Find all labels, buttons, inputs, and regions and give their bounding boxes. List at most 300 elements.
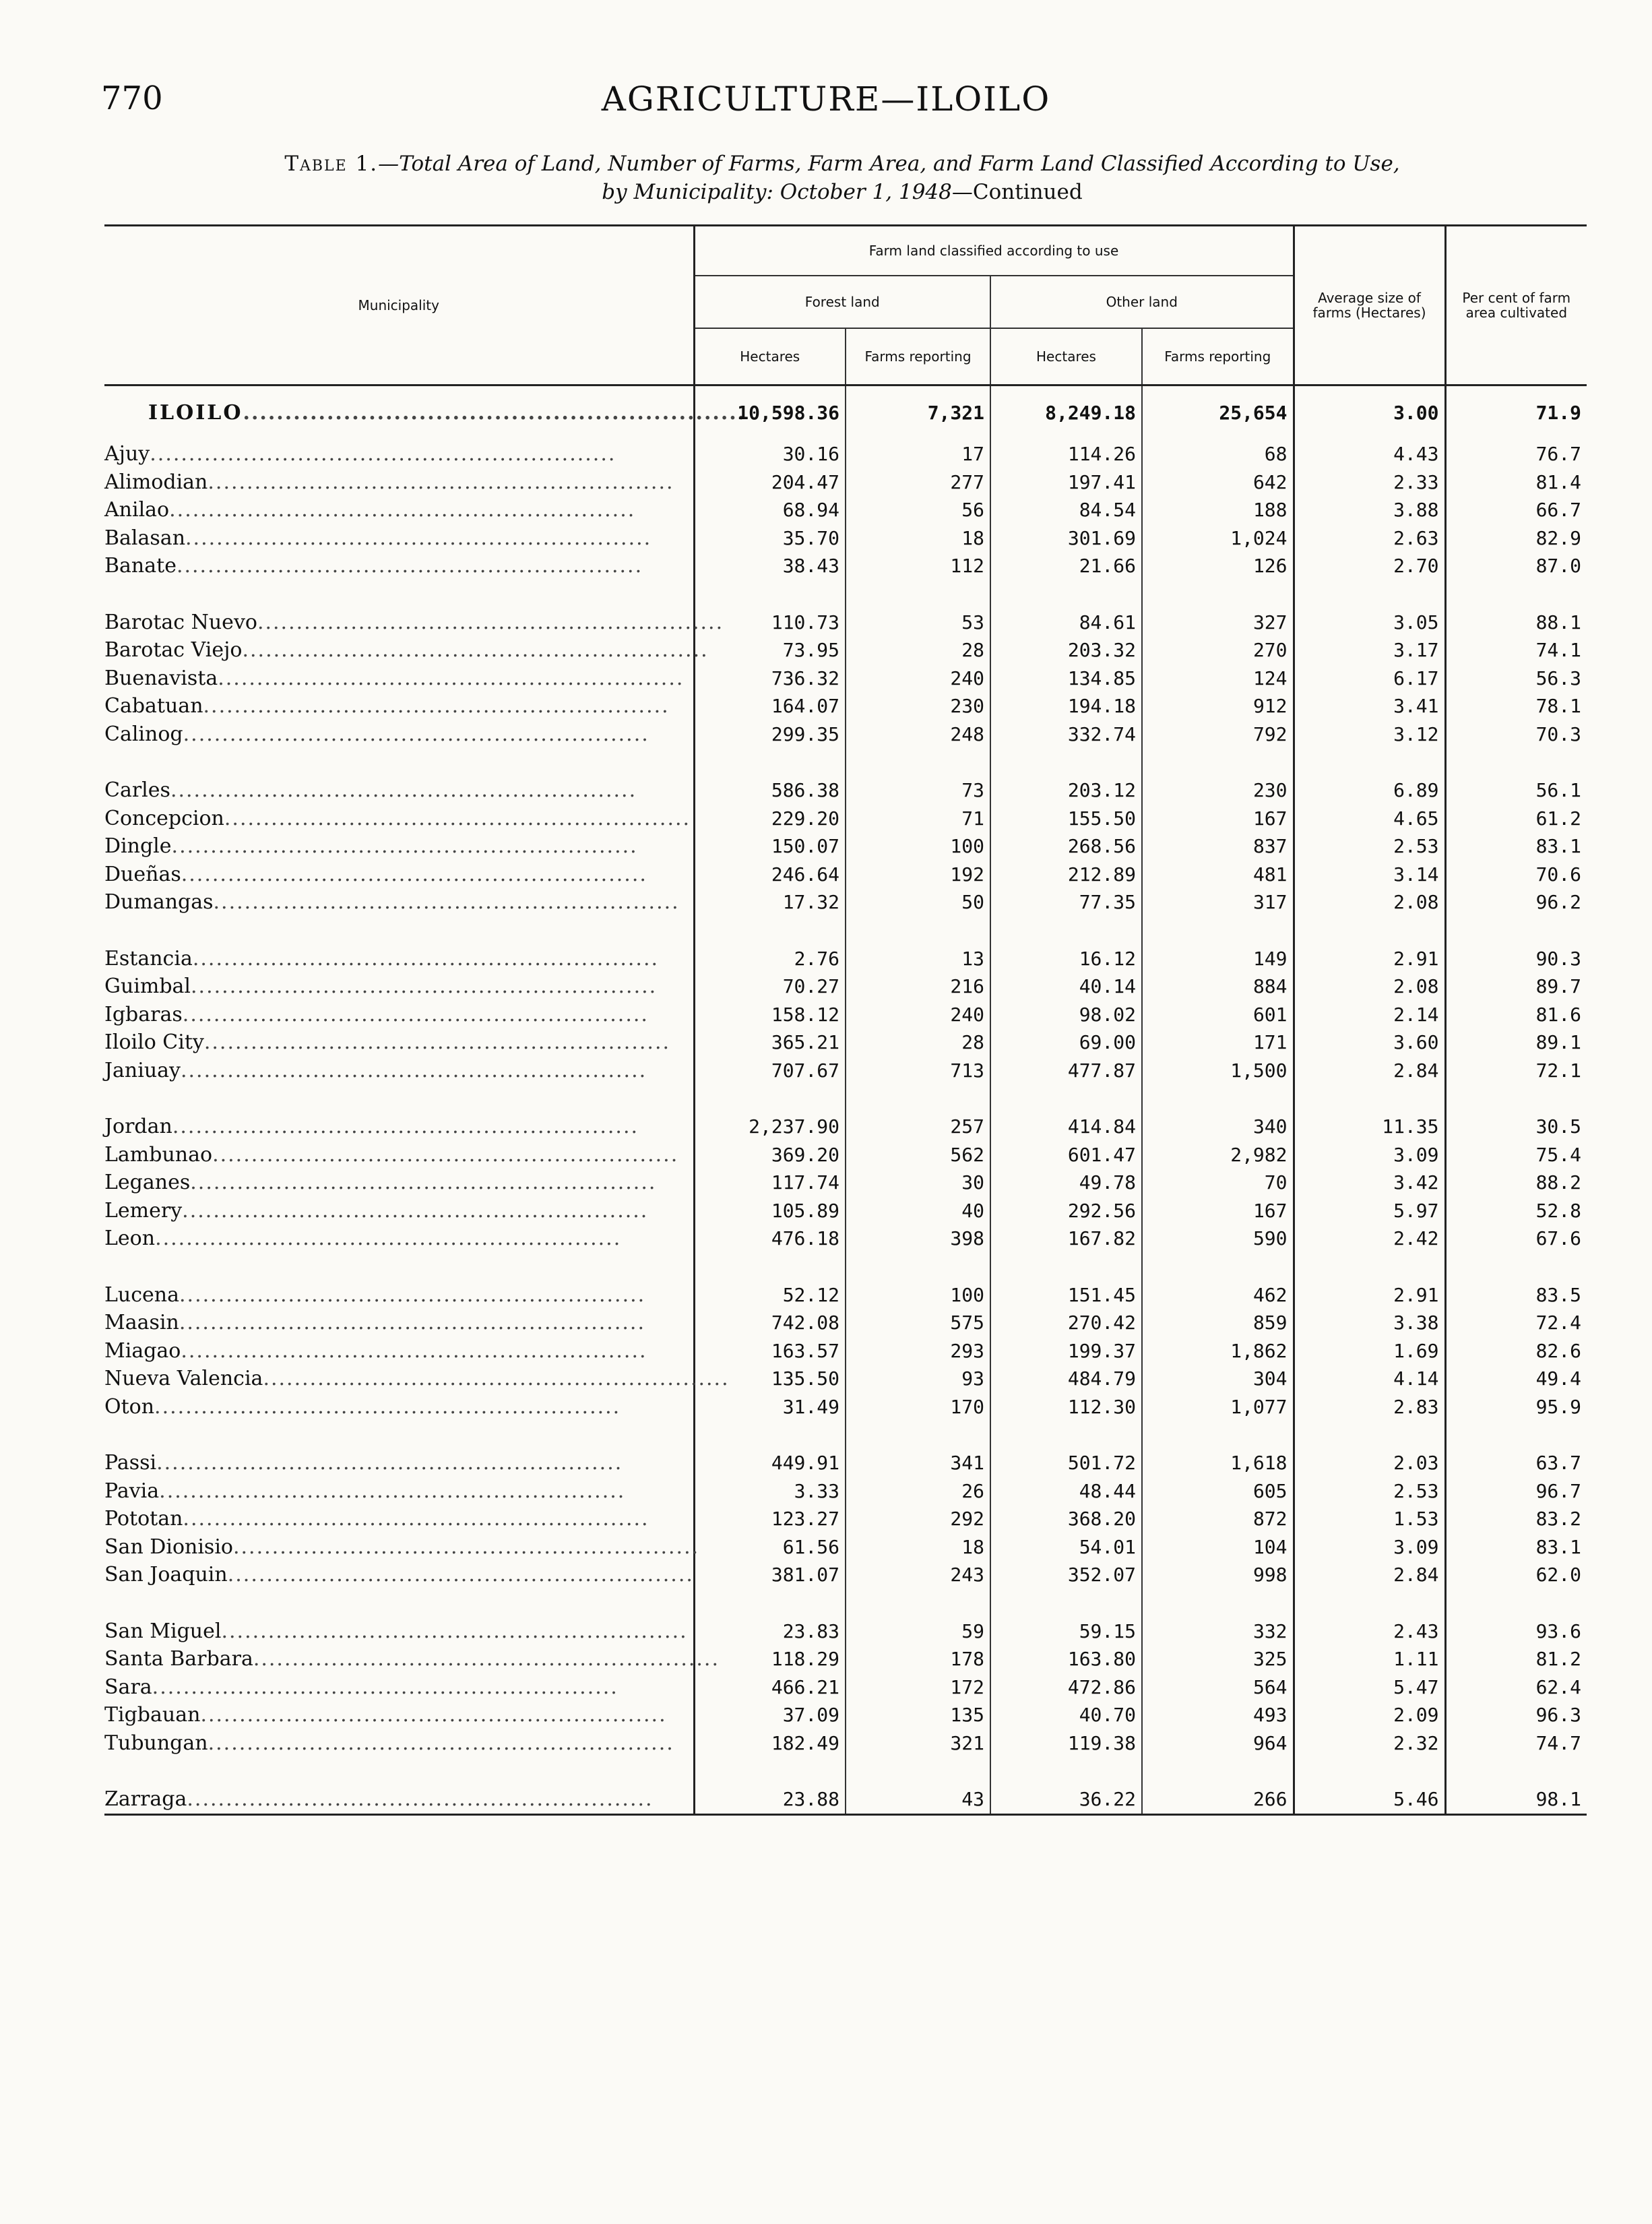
table-row [104, 861, 1587, 889]
spacer-cell [1445, 1421, 1587, 1449]
cell-forest-hectares [694, 720, 846, 749]
table-row [104, 440, 1587, 468]
cell-value: 742.08 [771, 1311, 839, 1334]
cell-value: 5.46 [1393, 1788, 1439, 1810]
cell-average-size [1294, 945, 1445, 973]
table-row [104, 1449, 1587, 1477]
cell-value: 82.9 [1535, 526, 1582, 549]
municipality-name: Lambunao [104, 1142, 213, 1167]
cell-value: 3.12 [1393, 722, 1439, 745]
cell-value: 3.14 [1393, 863, 1439, 886]
leader-dots: ............................................................ [179, 1283, 646, 1307]
cell-value: 88.2 [1535, 1171, 1582, 1194]
spacer-cell [990, 1589, 1142, 1617]
header-percent-cultivated: Per cent of farm area cultivated [1445, 226, 1587, 385]
cell-average-size [1294, 609, 1445, 637]
cell-other-farms [1142, 665, 1294, 693]
cell-value: 31.49 [782, 1395, 839, 1418]
cell-value: 118.29 [771, 1648, 839, 1670]
municipality-name: Miagao [104, 1338, 181, 1363]
spacer-cell [104, 1253, 694, 1281]
cell-value: 1,077 [1230, 1395, 1288, 1418]
cell-other-hectares [990, 1645, 1142, 1673]
cell-other-hectares [990, 1729, 1142, 1758]
cell-other-hectares [990, 776, 1142, 805]
cell-other-farms [1142, 440, 1294, 468]
cell-value: 340 [1252, 1115, 1288, 1138]
cell-other-farms [1142, 609, 1294, 637]
municipality-name: Dumangas [104, 890, 214, 914]
table-row [104, 1645, 1587, 1673]
cell-other-farms [1142, 468, 1294, 497]
leader-dots: ............................................................ [181, 862, 647, 886]
municipality-name: Jordan [104, 1115, 172, 1138]
cell-percent-cultivated [1445, 1477, 1587, 1506]
cell-forest-farms [846, 440, 990, 468]
cell-value: 7,321 [927, 402, 984, 424]
group-spacer [104, 1757, 1587, 1785]
cell-value: 172 [950, 1675, 984, 1698]
spacer-cell [104, 1757, 694, 1785]
caption-label: Table 1. [284, 152, 379, 176]
municipality-name: Anilao [104, 498, 170, 522]
cell-forest-farms [846, 1645, 990, 1673]
spacer-cell [104, 580, 694, 609]
cell-value: 36.22 [1079, 1788, 1136, 1810]
cell-forest-farms [846, 1449, 990, 1477]
leader-dots: ............................................................ [257, 610, 724, 634]
cell-other-farms [1142, 972, 1294, 1001]
municipality-name: Barotac Viejo [104, 638, 243, 662]
cell-average-size [1294, 832, 1445, 861]
table-row [104, 1477, 1587, 1506]
cell-forest-farms [846, 1505, 990, 1533]
cell-average-size [1294, 861, 1445, 889]
cell-value: 95.9 [1535, 1395, 1582, 1418]
cell-forest-farms [846, 636, 990, 665]
cell-average-size [1294, 385, 1445, 441]
municipality-name: Iloilo City [104, 1030, 204, 1054]
cell-municipality [104, 1617, 694, 1646]
header-other-hectares: Hectares [990, 328, 1142, 385]
cell-forest-farms [846, 496, 990, 524]
cell-value: 2.84 [1393, 1564, 1439, 1586]
municipality-name: Cabatuan [104, 694, 203, 718]
cell-value: 30.16 [782, 443, 839, 465]
cell-forest-farms [846, 888, 990, 917]
leader-dots: ............................................................ [181, 1338, 647, 1363]
cell-value: 93 [961, 1367, 984, 1390]
municipality-name: Janiuay [104, 1058, 181, 1082]
cell-other-hectares [990, 1701, 1142, 1729]
cell-forest-hectares [694, 1225, 846, 1253]
group-spacer [104, 1589, 1587, 1617]
cell-value: 266 [1252, 1788, 1288, 1810]
cell-other-farms [1142, 1393, 1294, 1421]
cell-value: 119.38 [1067, 1731, 1136, 1754]
municipality-name: ILOILO [148, 401, 243, 425]
leader-dots: ............................................................ [203, 1030, 671, 1054]
caption-title: —Total Area of Land, Number of Farms, Farm Area, and Farm Land Classified According to Use, [378, 152, 1400, 176]
cell-value: 2.08 [1393, 891, 1439, 913]
cell-percent-cultivated [1445, 1785, 1587, 1814]
cell-other-hectares [990, 805, 1142, 833]
cell-value: 277 [950, 470, 984, 493]
cell-other-farms [1142, 1028, 1294, 1057]
table-row [104, 1393, 1587, 1421]
cell-other-farms [1142, 805, 1294, 833]
cell-value: 16.12 [1079, 947, 1136, 970]
cell-value: 3.42 [1393, 1171, 1439, 1194]
table-row [104, 776, 1587, 805]
cell-forest-farms [846, 1225, 990, 1253]
cell-forest-hectares [694, 552, 846, 580]
cell-percent-cultivated [1445, 1113, 1587, 1141]
cell-value: 3.05 [1393, 611, 1439, 634]
cell-forest-farms [846, 1561, 990, 1589]
group-spacer [104, 1084, 1587, 1113]
cell-value: 3.09 [1393, 1143, 1439, 1166]
cell-value: 5.97 [1393, 1199, 1439, 1222]
cell-other-farms [1142, 888, 1294, 917]
municipality-name: Lucena [104, 1283, 180, 1307]
cell-forest-hectares [694, 468, 846, 497]
cell-forest-farms [846, 468, 990, 497]
cell-other-hectares [990, 832, 1142, 861]
cell-value: 77.35 [1079, 891, 1136, 913]
header-forest-hectares: Hectares [694, 328, 846, 385]
spacer-cell [1142, 1757, 1294, 1785]
municipality-name: Igbaras [104, 1002, 183, 1026]
cell-forest-hectares [694, 1673, 846, 1702]
cell-value: 40.14 [1079, 975, 1136, 997]
leader-dots: ............................................................ [263, 1367, 730, 1390]
spacer-cell [1294, 1084, 1445, 1113]
leader-dots: ............................................................ [179, 1311, 645, 1334]
cell-value: 3.33 [794, 1479, 839, 1502]
table-row [104, 552, 1587, 580]
table-row [104, 692, 1587, 720]
cell-value: 586.38 [771, 779, 839, 801]
cell-value: 167.82 [1067, 1227, 1136, 1249]
cell-forest-farms [846, 720, 990, 749]
cell-value: 4.43 [1393, 443, 1439, 465]
cell-value: 13 [961, 947, 984, 970]
spacer-cell [990, 1253, 1142, 1281]
cell-average-size [1294, 1533, 1445, 1562]
cell-value: 17.32 [782, 891, 839, 913]
cell-other-hectares [990, 1561, 1142, 1589]
cell-value: 17 [961, 443, 984, 465]
cell-value: 70.27 [782, 975, 839, 997]
municipality-name: Dueñas [104, 862, 181, 886]
cell-value: 35.70 [782, 526, 839, 549]
cell-value: 155.50 [1067, 807, 1136, 830]
cell-other-hectares [990, 1225, 1142, 1253]
cell-other-farms [1142, 1001, 1294, 1029]
spacer-cell [1445, 748, 1587, 776]
cell-other-farms [1142, 1729, 1294, 1758]
cell-value: 1,862 [1230, 1339, 1288, 1362]
cell-value: 84.61 [1079, 611, 1136, 634]
cell-other-hectares [990, 609, 1142, 637]
cell-value: 327 [1252, 611, 1288, 634]
cell-other-farms [1142, 1141, 1294, 1169]
cell-average-size [1294, 636, 1445, 665]
cell-value: 70.6 [1535, 863, 1582, 886]
cell-other-hectares [990, 524, 1142, 553]
cell-value: 104 [1252, 1535, 1288, 1558]
cell-value: 304 [1252, 1367, 1288, 1390]
table-row [104, 524, 1587, 553]
cell-value: 564 [1252, 1675, 1288, 1698]
cell-average-size [1294, 776, 1445, 805]
cell-other-hectares [990, 1309, 1142, 1337]
cell-value: 1.69 [1393, 1339, 1439, 1362]
municipality-name: Calinog [104, 722, 183, 746]
spacer-cell [846, 580, 990, 609]
cell-value: 2.14 [1393, 1003, 1439, 1026]
spacer-cell [846, 1421, 990, 1449]
spacer-cell [1294, 748, 1445, 776]
leader-dots: ............................................................ [156, 1451, 623, 1475]
cell-value: 3.38 [1393, 1311, 1439, 1334]
cell-value: 96.3 [1535, 1704, 1582, 1726]
spacer-cell [1294, 1757, 1445, 1785]
cell-value: 292 [950, 1508, 984, 1530]
cell-value: 301.69 [1067, 526, 1136, 549]
municipality-name: Nueva Valencia [104, 1367, 263, 1390]
cell-other-farms [1142, 776, 1294, 805]
cell-percent-cultivated [1445, 1673, 1587, 1702]
leader-dots: ............................................................ [187, 1787, 654, 1811]
cell-forest-farms [846, 385, 990, 441]
cell-value: 2.53 [1393, 1479, 1439, 1502]
cell-value: 49.78 [1079, 1171, 1136, 1194]
cell-value: 163.57 [771, 1339, 839, 1362]
cell-municipality [104, 385, 746, 441]
cell-other-hectares [990, 1057, 1142, 1085]
cell-value: 82.6 [1535, 1339, 1582, 1362]
leader-dots: ............................................................ [200, 1703, 667, 1727]
leader-dots: ............................................................ [180, 1058, 647, 1082]
leader-dots: ............................................................ [232, 1535, 700, 1559]
cell-average-size [1294, 1197, 1445, 1225]
header-forest-land: Forest land [694, 276, 990, 328]
cell-percent-cultivated [1445, 636, 1587, 665]
table-row [104, 720, 1587, 749]
cell-value: 2.03 [1393, 1452, 1439, 1474]
cell-value: 56 [961, 499, 984, 521]
cell-municipality [104, 552, 694, 580]
cell-forest-farms [846, 1141, 990, 1169]
cell-other-farms [1142, 1449, 1294, 1477]
cell-percent-cultivated [1445, 1337, 1587, 1365]
municipality-name: Sara [104, 1675, 152, 1699]
cell-municipality [104, 1701, 694, 1729]
cell-other-farms [1142, 1645, 1294, 1673]
cell-average-size [1294, 720, 1445, 749]
cell-municipality [104, 636, 709, 665]
cell-forest-farms [846, 1617, 990, 1646]
cell-percent-cultivated [1445, 385, 1587, 441]
cell-forest-farms [846, 776, 990, 805]
spacer-cell [104, 917, 694, 945]
cell-value: 240 [950, 1003, 984, 1026]
cell-percent-cultivated [1445, 945, 1587, 973]
cell-value: 26 [961, 1479, 984, 1502]
cell-forest-farms [846, 1309, 990, 1337]
table-header [104, 226, 1587, 385]
cell-value: 240 [950, 667, 984, 689]
leader-dots: ............................................................ [221, 1619, 688, 1643]
header-other-farms-reporting: Farms reporting [1142, 328, 1294, 385]
cell-value: 3.00 [1393, 402, 1439, 424]
cell-other-farms [1142, 1365, 1294, 1393]
cell-value: 736.32 [771, 667, 839, 689]
cell-municipality [104, 1028, 694, 1057]
municipality-name: Tubungan [104, 1731, 208, 1755]
cell-value: 112 [950, 555, 984, 577]
cell-forest-hectares [694, 1028, 846, 1057]
cell-value: 87.0 [1535, 555, 1582, 577]
cell-forest-hectares [694, 1141, 846, 1169]
cell-other-farms [1142, 1785, 1294, 1814]
cell-municipality [104, 1057, 694, 1085]
cell-value: 37.09 [782, 1704, 839, 1726]
cell-other-farms [1142, 1505, 1294, 1533]
cell-value: 135 [950, 1704, 984, 1726]
cell-value: 6.17 [1393, 667, 1439, 689]
cell-municipality [104, 1785, 694, 1814]
municipality-name: Estancia [104, 946, 193, 970]
cell-value: 18 [961, 1535, 984, 1558]
cell-value: 61.2 [1535, 807, 1582, 830]
municipality-name: Pavia [104, 1479, 160, 1503]
cell-other-farms [1142, 385, 1294, 441]
cell-average-size [1294, 1561, 1445, 1589]
cell-value: 884 [1252, 975, 1288, 997]
cell-percent-cultivated [1445, 1701, 1587, 1729]
municipality-name: Leganes [104, 1171, 191, 1194]
cell-other-farms [1142, 861, 1294, 889]
leader-dots: ............................................................ [172, 1115, 639, 1138]
cell-value: 194.18 [1067, 695, 1136, 717]
cell-value: 2.09 [1393, 1704, 1439, 1726]
cell-municipality [104, 1337, 694, 1365]
cell-value: 70 [1264, 1171, 1288, 1194]
leader-dots: ............................................................ [183, 722, 649, 746]
cell-value: 171 [1252, 1031, 1288, 1053]
cell-percent-cultivated [1445, 1365, 1587, 1393]
cell-average-size [1294, 468, 1445, 497]
spacer-cell [694, 917, 846, 945]
cell-value: 11.35 [1382, 1115, 1439, 1138]
cell-forest-hectares [694, 524, 846, 553]
cell-value: 72.1 [1535, 1059, 1582, 1082]
cell-value: 2.32 [1393, 1731, 1439, 1754]
cell-municipality [104, 1533, 700, 1562]
cell-value: 4.14 [1393, 1367, 1439, 1390]
cell-value: 837 [1252, 835, 1288, 857]
cell-forest-hectares [694, 972, 846, 1001]
cell-value: 71 [961, 807, 984, 830]
cell-value: 6.89 [1393, 779, 1439, 801]
cell-forest-farms [846, 1477, 990, 1506]
spacer-cell [1294, 1253, 1445, 1281]
cell-other-hectares [990, 1505, 1142, 1533]
cell-forest-farms [846, 1365, 990, 1393]
cell-municipality [104, 776, 694, 805]
cell-value: 74.7 [1535, 1731, 1582, 1754]
cell-value: 52.8 [1535, 1199, 1582, 1222]
municipality-name: Buenavista [104, 666, 218, 690]
table-row [104, 1309, 1587, 1337]
cell-value: 71.9 [1535, 402, 1582, 424]
table-row [104, 1561, 1587, 1589]
cell-other-hectares [990, 1141, 1142, 1169]
table-row [104, 1533, 1587, 1562]
cell-value: 481 [1252, 863, 1288, 886]
cell-value: 912 [1252, 695, 1288, 717]
cell-value: 3.17 [1393, 639, 1439, 661]
cell-value: 493 [1252, 1704, 1288, 1726]
cell-municipality [104, 945, 694, 973]
table-row [104, 1785, 1587, 1814]
leader-dots: ............................................................ [212, 1142, 679, 1167]
group-spacer [104, 917, 1587, 945]
cell-other-farms [1142, 636, 1294, 665]
cell-value: 590 [1252, 1227, 1288, 1249]
cell-percent-cultivated [1445, 861, 1587, 889]
municipality-name: Balasan [104, 526, 186, 550]
spacer-cell [846, 1589, 990, 1617]
spacer-cell [1142, 580, 1294, 609]
cell-forest-farms [846, 972, 990, 1001]
cell-percent-cultivated [1445, 1141, 1587, 1169]
table-row [104, 1169, 1587, 1197]
leader-dots: ............................................................ [182, 1002, 649, 1026]
cell-value: 98.1 [1535, 1788, 1582, 1810]
spacer-cell [990, 1421, 1142, 1449]
cell-percent-cultivated [1445, 1309, 1587, 1337]
cell-municipality [104, 1449, 694, 1477]
municipality-name: Tigbauan [104, 1703, 201, 1727]
cell-percent-cultivated [1445, 888, 1587, 917]
cell-value: 50 [961, 891, 984, 913]
cell-other-hectares [990, 385, 1142, 441]
cell-value: 89.7 [1535, 975, 1582, 997]
cell-other-hectares [990, 1001, 1142, 1029]
cell-other-hectares [990, 1673, 1142, 1702]
cell-value: 575 [950, 1311, 984, 1334]
cell-municipality [104, 1365, 730, 1393]
cell-value: 5.47 [1393, 1675, 1439, 1698]
cell-other-hectares [990, 1785, 1142, 1814]
spacer-cell [694, 1421, 846, 1449]
header-average-size: Average size of farms (Hectares) [1294, 226, 1445, 385]
leader-dots: ............................................................ [227, 1563, 694, 1586]
cell-other-hectares [990, 1028, 1142, 1057]
cell-forest-hectares [694, 1281, 846, 1309]
cell-value: 81.2 [1535, 1648, 1582, 1670]
cell-forest-farms [846, 1028, 990, 1057]
municipality-name: Alimodian [104, 470, 208, 494]
cell-municipality [104, 440, 694, 468]
cell-value: 472.86 [1067, 1675, 1136, 1698]
cell-forest-farms [846, 1057, 990, 1085]
cell-other-hectares [990, 1113, 1142, 1141]
